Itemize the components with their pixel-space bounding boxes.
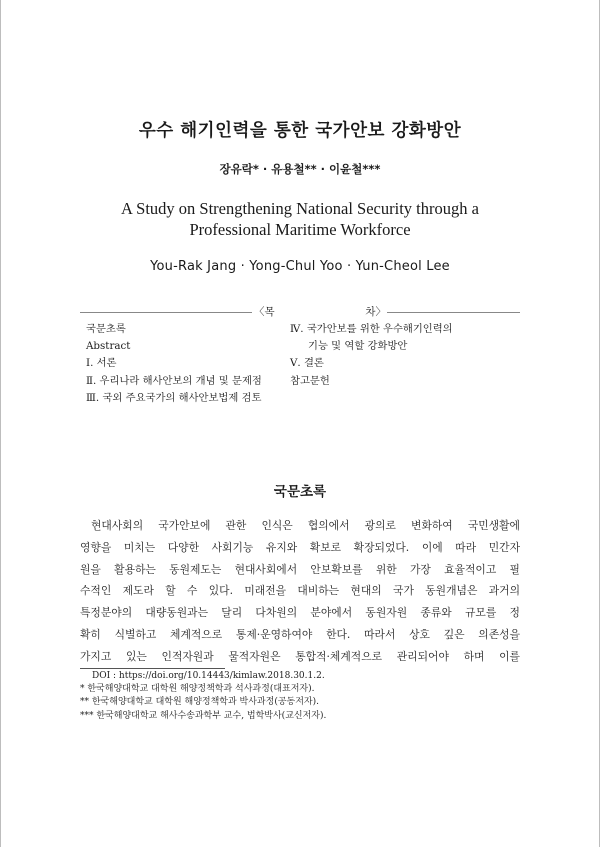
footnote-3: *** 한국해양대학교 해사수송과학부 교수, 법학박사(교신저자). — [80, 710, 327, 721]
body-line: 현대사회의 국가안보에 관한 인식은 협의에서 광의로 변화하여 국민생활에 — [91, 519, 520, 532]
toc-right-column — [290, 321, 520, 390]
toc-rule-left — [80, 312, 252, 313]
abstract-heading: 국문초록 — [273, 484, 327, 500]
toc-item: Ⅲ. 국외 주요국가의 해사안보법제 검토 — [86, 391, 262, 404]
toc-heading — [254, 304, 386, 319]
toc-item: Abstract — [86, 340, 131, 353]
footnote-1: * 한국해양대학교 대학원 해양정책학과 석사과정(대표저자). — [80, 684, 315, 695]
toc-item-continuation: 기능 및 역할 강화방안 — [308, 340, 408, 353]
english-title-line-2: Professional Maritime Workforce — [189, 220, 411, 239]
korean-authors: 장유락* · 유용철** · 이윤철*** — [219, 162, 381, 176]
toc-heading-right: 차〉 — [365, 306, 386, 318]
body-line: 원을 활용하는 동원제도는 현대사회에서 안보확보를 위한 가장 효율적이고 필 — [80, 562, 520, 576]
toc-item: Ⅰ. 서론 — [86, 357, 117, 370]
toc-item: Ⅴ. 결론 — [290, 357, 324, 370]
toc-heading-left: 〈목 — [254, 306, 275, 318]
english-authors: You-Rak Jang · Yong-Chul Yoo · Yun-Cheol Lee — [150, 259, 450, 274]
body-line: 특정분야의 대량동원과는 달리 다차원의 분야에서 동원자원 종류와 규모를 정 — [80, 606, 520, 620]
english-title-line-1: A Study on Strengthening National Security through a — [121, 199, 479, 218]
footnote-separator — [80, 668, 225, 669]
body-line: 영향을 미치는 다양한 사회기능 유지와 확보로 확장되었다. 이에 따라 민간자 — [80, 540, 520, 554]
abstract-body — [80, 515, 520, 668]
korean-title: 우수 해기인력을 통한 국가안보 강화방안 — [138, 121, 462, 141]
toc-item: 참고문헌 — [290, 374, 330, 387]
toc-item: Ⅱ. 우리나라 해사안보의 개념 및 문제점 — [86, 374, 262, 387]
toc-item: 국문초록 — [86, 323, 126, 335]
body-line: 확히 식별하고 체계적으로 통제·운영하여야 한다. 따라서 상호 깊은 의존성을 — [80, 627, 520, 641]
toc-left-column — [86, 321, 286, 407]
body-line: 가지고 있는 인적자원과 물적자원은 통합적·체계적으로 관리되어야 하며 이를 — [80, 649, 520, 663]
body-line: 수적인 제도라 할 수 있다. 미래전을 대비하는 현대의 국가 동원개념은 과거의 — [80, 584, 520, 598]
footnotes — [80, 670, 520, 723]
toc-item: Ⅳ. 국가안보를 위한 우수해기인력의 — [290, 323, 453, 335]
toc-rule-right — [387, 312, 520, 313]
doi-line: DOI : https://doi.org/10.14443/kimlaw.2018.30.1.2. — [92, 671, 325, 681]
english-title — [0, 198, 600, 240]
footnote-2: ** 한국해양대학교 대학원 해양정책학과 박사과정(공동저자). — [80, 697, 319, 708]
